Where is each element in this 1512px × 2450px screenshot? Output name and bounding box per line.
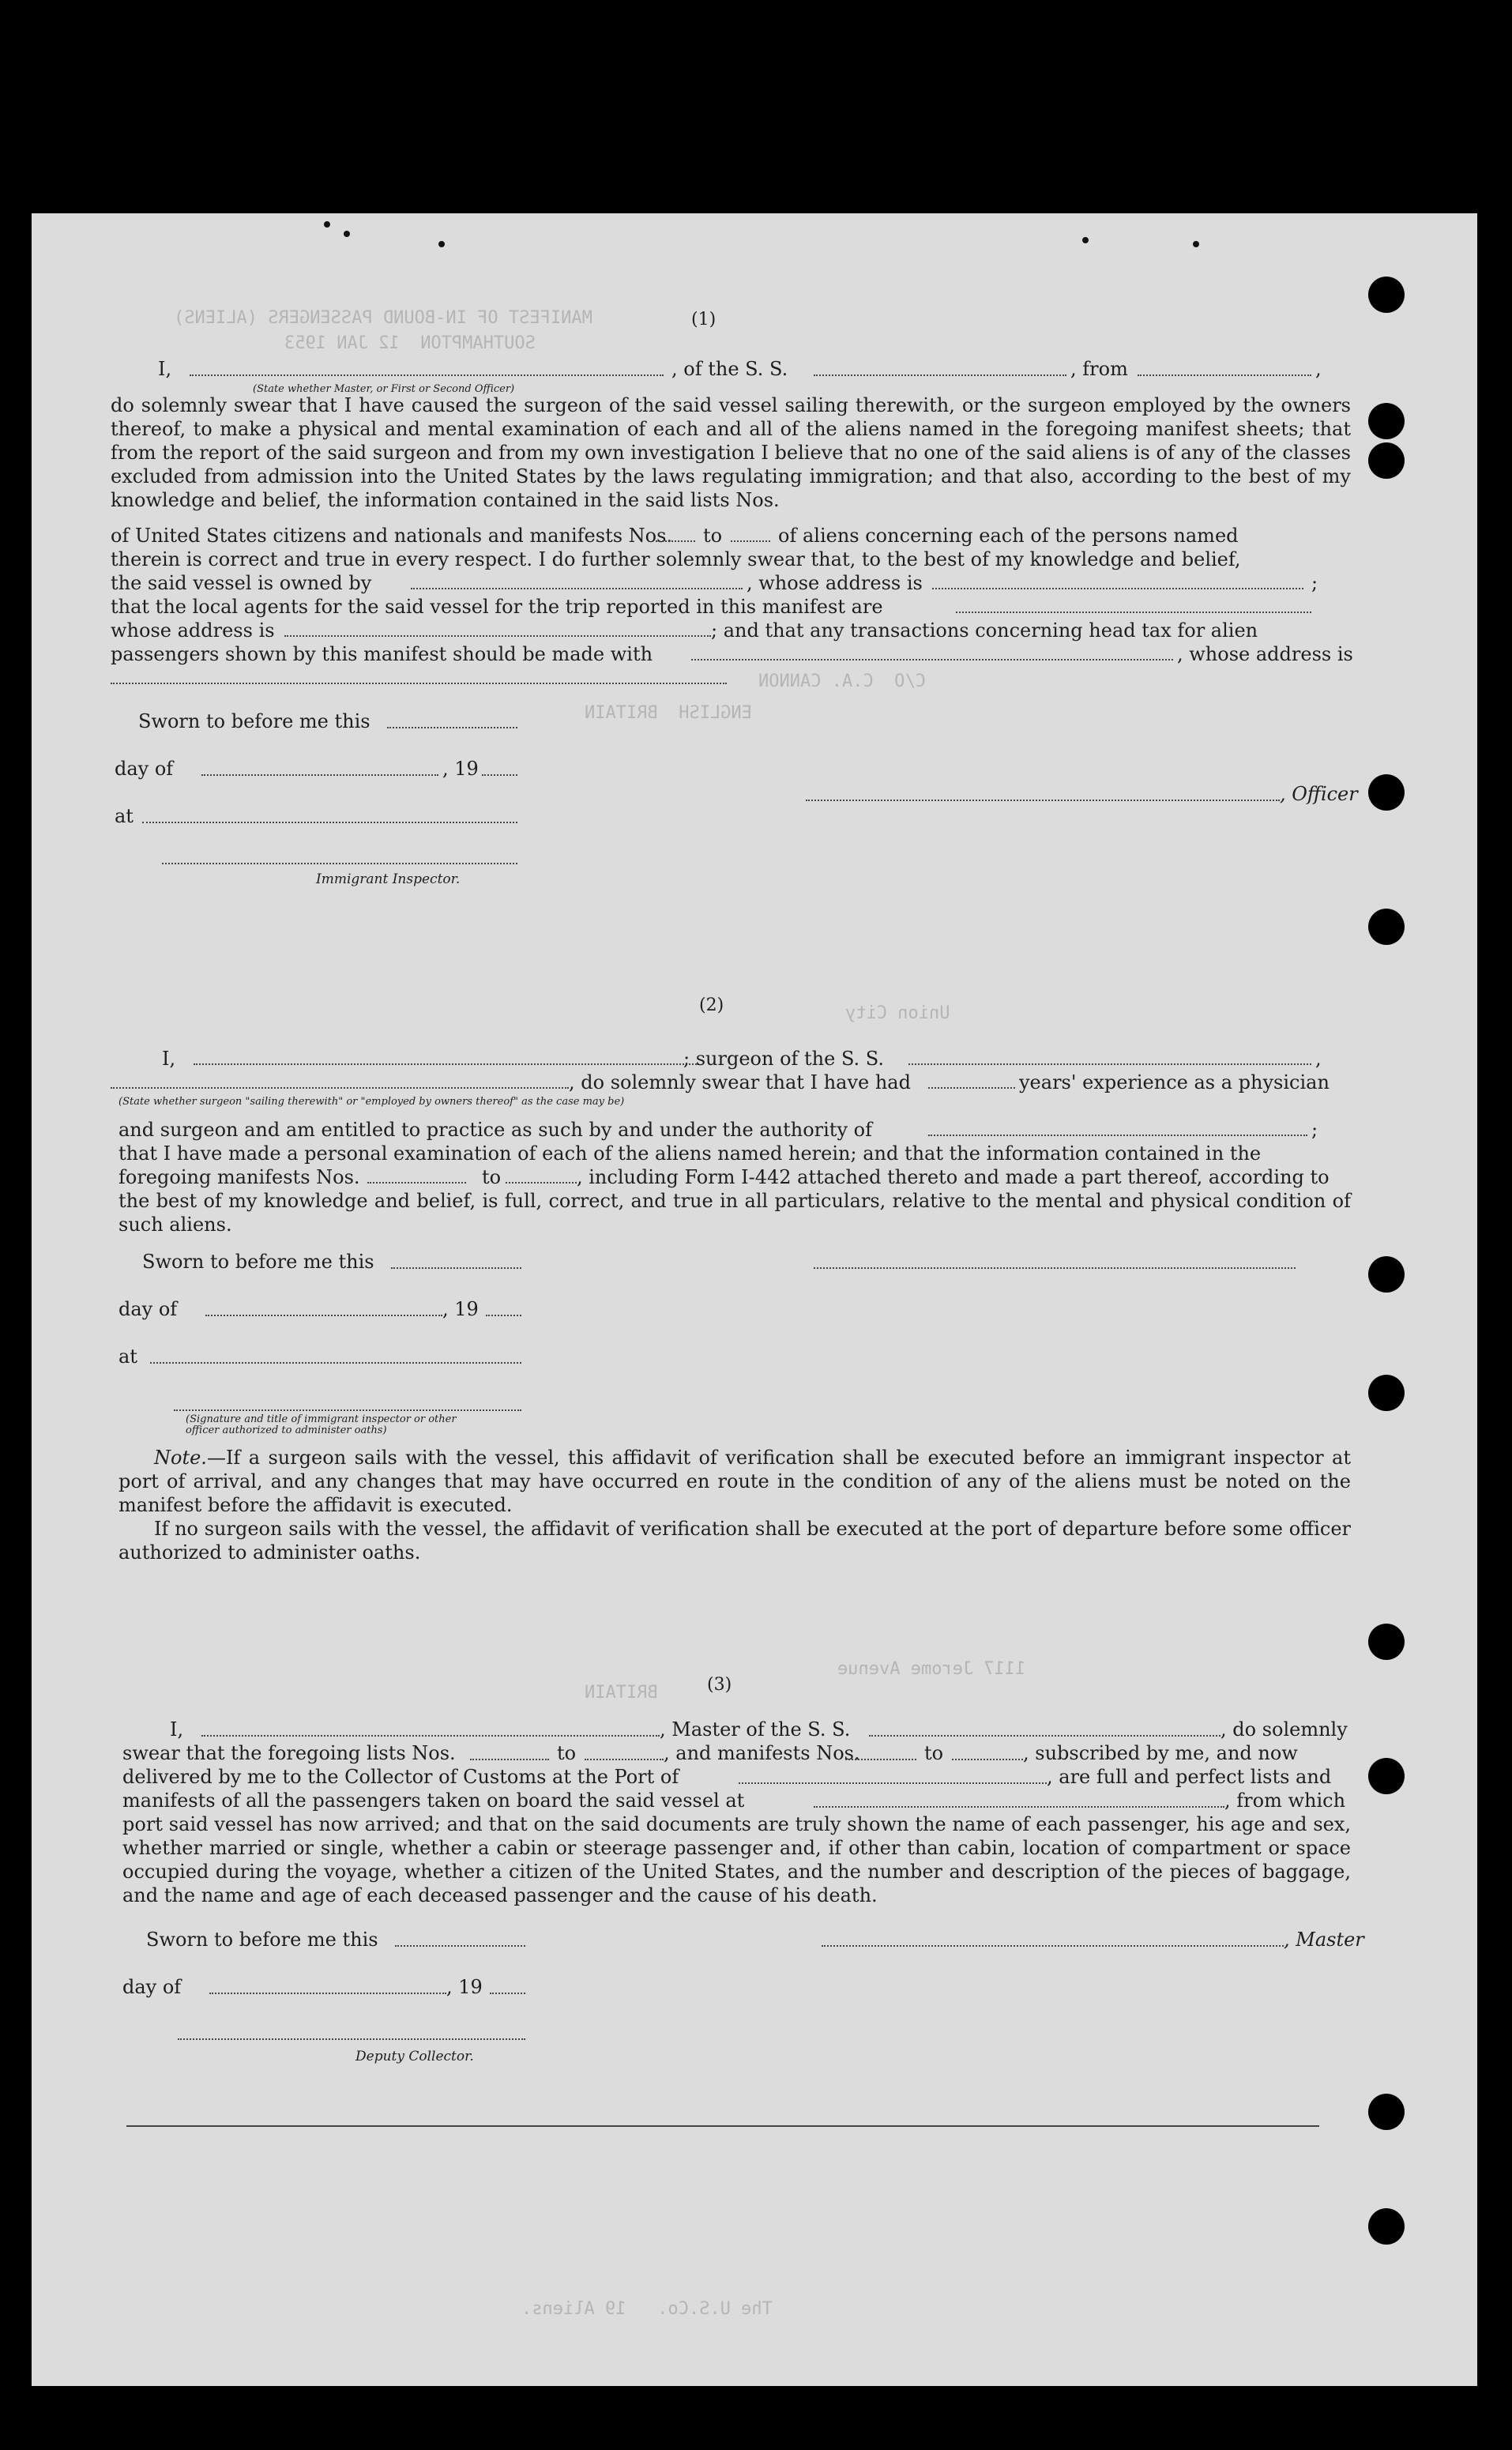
manifests-all-label: manifests of all the passengers taken on board the said vessel at (122, 1790, 745, 1812)
punch-hole (1368, 1375, 1405, 1411)
do-solemnly-label: , do solemnly (1221, 1718, 1348, 1741)
surgeon-note: (State whether surgeon "sailing therewith" or "employed by owners thereof" as the case may be) (118, 1096, 625, 1108)
section-number: (2) (699, 995, 724, 1015)
document-page (32, 213, 1477, 2386)
section-number: (3) (707, 1675, 732, 1695)
punch-hole (1368, 909, 1405, 945)
owned-by-label: the said vessel is owned by (111, 572, 372, 594)
head-tax-address-blank (111, 683, 727, 684)
sworn-label: Sworn to before me this (138, 710, 370, 732)
ink-speck (1193, 241, 1199, 247)
year-blank (486, 1315, 521, 1316)
to-label: to (482, 1166, 502, 1188)
ink-speck (344, 231, 350, 237)
surgeon-type-blank (111, 1087, 569, 1089)
semicolon: ; (1311, 572, 1318, 594)
affidavit-i: I, (170, 1718, 184, 1741)
month-blank (205, 1315, 442, 1316)
delivered-label: delivered by me to the Collector of Customs at the Port of (122, 1766, 679, 1788)
punch-hole (1368, 403, 1405, 439)
bleed-through-header: MANIFEST OF IN-BOUND PASSENGERS (ALIENS) (174, 308, 592, 328)
agents-blank (956, 612, 1311, 613)
therein-line: therein is correct and true in every respect. I do further solemnly swear that, to the best of my knowledge and belief, (111, 548, 1241, 570)
affidavit-i: I, (162, 1048, 176, 1070)
month-blank (201, 774, 438, 776)
bleed-through-text: ENGLISH BRITAIN (585, 703, 752, 723)
vessel-name-blank (814, 374, 1066, 376)
inspector-label: Immigrant Inspector. (316, 871, 461, 887)
head-tax-party-blank (691, 659, 1173, 660)
port-of-embarkation-blank (814, 1806, 1224, 1808)
month-blank (209, 1993, 446, 1994)
master-name-blank (201, 1735, 660, 1737)
vessel-name-blank (869, 1735, 1221, 1737)
year-label: , 19 (446, 1976, 483, 1998)
manifest-from-blank (367, 1182, 466, 1184)
surgeon-of-label: ; surgeon of the S. S. (683, 1048, 885, 1070)
officer-label: , Officer (1280, 783, 1358, 805)
day-of-label: day of (115, 758, 174, 780)
port-blank (739, 1782, 1047, 1784)
to-label: to (703, 525, 723, 547)
section2-body-d: the best of my knowledge and belief, is full, correct, and true in all particulars, relative to the mental and physical condition of such aliens. (118, 1190, 1351, 1236)
sworn-date-blank (387, 727, 517, 728)
whose-address-end: , whose address is (1177, 643, 1353, 665)
authority-blank (928, 1135, 1307, 1136)
do-swear-label: , do solemnly swear that I have had (569, 1071, 911, 1093)
note-label: Note. (154, 1447, 207, 1469)
years-label: years' experience as a physician (1019, 1071, 1330, 1093)
master-signature-blank (822, 1945, 1284, 1947)
swear-lists-label: swear that the foregoing lists Nos. (122, 1742, 456, 1764)
at-label: at (118, 1345, 137, 1368)
from-label: , from (1070, 358, 1128, 380)
surgeon-name-blank (194, 1063, 699, 1065)
surgeon-signature-blank (814, 1267, 1296, 1269)
section2-body-a: and surgeon and am entitled to practice as such by and under the authority of (118, 1119, 872, 1141)
at-label: at (115, 805, 134, 827)
full-perfect-label: , are full and perfect lists and (1047, 1766, 1332, 1788)
semicolon: ; (1311, 1119, 1318, 1141)
manifest-no-blank (656, 540, 695, 542)
day-of-label: day of (118, 1298, 178, 1320)
bottom-rule (126, 2125, 1319, 2127)
whose-address-label: , whose address is (747, 572, 923, 594)
lists-from-blank (470, 1759, 549, 1760)
comma: , (1315, 358, 1322, 380)
bleed-through-footer: The U.S.Co. 19 Aliens. (521, 2299, 773, 2319)
master-note: (State whether Master, or First or Second Officer) (253, 383, 515, 395)
year-label: , 19 (442, 758, 479, 780)
years-blank (928, 1087, 1015, 1089)
year-label: , 19 (442, 1298, 479, 1320)
sworn-label: Sworn to before me this (142, 1251, 374, 1273)
citizens-end: of aliens concerning each of the persons named (778, 525, 1239, 547)
sworn-date-blank (391, 1267, 521, 1269)
officer-signature-blank (806, 800, 1280, 801)
bleed-through-date: SOUTHAMPTON 12 JAN 1953 (284, 333, 536, 353)
head-tax-line: ; and that any transactions concerning head tax for alien (711, 619, 1258, 642)
manifest-to-blank (731, 540, 770, 542)
year-blank (482, 774, 517, 776)
note-text: —If a surgeon sails with the vessel, this affidavit of verification shall be executed before an immigrant inspector at port of arrival, and any changes that may have occurred en route in the condition of any of the aliens must be noted on the manifest before the affidavit is executed. (118, 1447, 1351, 1516)
ink-speck (438, 241, 445, 247)
sworn-label: Sworn to before me this (146, 1929, 378, 1951)
punch-hole (1368, 1624, 1405, 1660)
manifests-from-blank (845, 1759, 916, 1760)
year-blank (490, 1993, 525, 1994)
inspector-signature-blank (162, 863, 517, 864)
section3-body: port said vessel has now arrived; and that on the said documents are truly shown the name of each passenger, his age and sex, whether married or single, whether a cabin or steerage passenger and, if other than cabin, location of compartment or space occupied during the voyage, whether a citizen of the United States, and the number and description of the pieces of baggage, and the name and age of each deceased passenger and the cause of his death. (122, 1813, 1351, 1906)
lists-to-blank (585, 1759, 664, 1760)
to-label: to (924, 1742, 944, 1764)
bleed-through-text: BRITAIN (585, 1683, 658, 1703)
deputy-collector-label: Deputy Collector. (355, 2049, 474, 2064)
owner-blank (411, 588, 743, 589)
section1-body: do solemnly swear that I have caused the surgeon of the said vessel sailing therewith, or the surgeon employed by the owners thereof, to make a physical and mental examination of each and all of the aliens named in the foregoing manifest sheets; that from the report of the said surgeon and from my own investigation I believe that no one of the said aliens is of any of the classes excluded from admission into the United States by the laws regulating immigration; and that also, according to the best of my knowledge and belief, the information contained in the said lists Nos. (111, 394, 1351, 511)
comma: , (1315, 1048, 1322, 1070)
agent-address-label: whose address is (111, 619, 275, 642)
punch-hole (1368, 2208, 1405, 2245)
manifest-to-blank (506, 1182, 577, 1184)
agent-address-blank (284, 635, 711, 637)
section-number: (1) (691, 310, 717, 329)
signature-note: (Signature and title of immigrant inspector or other officer authorized to administer oaths) (186, 1413, 457, 1436)
ink-speck (1082, 237, 1089, 243)
to-label: to (557, 1742, 577, 1764)
section2-body-c: foregoing manifests Nos. (118, 1166, 360, 1188)
section2-body-c-end: , including Form I-442 attached thereto and made a part thereof, according to (577, 1166, 1330, 1188)
ink-speck (324, 221, 330, 228)
bleed-through-text: Union City (845, 1003, 950, 1023)
punch-hole (1368, 2094, 1405, 2130)
master-label: , Master (1284, 1929, 1364, 1951)
punch-hole (1368, 774, 1405, 811)
bleed-through-text: 1117 Jerome Avenue (837, 1659, 1026, 1679)
place-blank (142, 822, 517, 823)
from-port-blank (1138, 374, 1311, 376)
place-blank (150, 1362, 521, 1364)
and-manifests-label: , and manifests Nos. (664, 1742, 860, 1764)
of-ss-label: , of the S. S. (671, 358, 788, 380)
master-name-blank (190, 374, 664, 376)
oath-officer-signature-blank (174, 1409, 521, 1411)
day-of-label: day of (122, 1976, 182, 1998)
section2-body-b: that I have made a personal examination of each of the aliens named herein; and that the information contained in the (118, 1142, 1262, 1165)
from-which-label: , from which (1224, 1790, 1346, 1812)
sworn-date-blank (395, 1945, 525, 1947)
note-paragraph (118, 1446, 1351, 1517)
citizens-line: of United States citizens and nationals and manifests Nos. (111, 525, 673, 547)
manifests-to-blank (952, 1759, 1023, 1760)
bleed-through-text: C/O C.A. CANNON (758, 672, 926, 691)
punch-hole (1368, 1256, 1405, 1293)
affidavit-i: I, (158, 358, 172, 380)
punch-hole (1368, 1758, 1405, 1794)
punch-hole (1368, 442, 1405, 479)
collector-signature-blank (178, 2038, 525, 2040)
passengers-line: passengers shown by this manifest should be made with (111, 643, 653, 665)
owner-address-blank (932, 588, 1303, 589)
local-agents-label: that the local agents for the said vessel for the trip reported in this manifest are (111, 596, 883, 618)
vessel-name-blank (908, 1063, 1311, 1065)
master-of-label: , Master of the S. S. (660, 1718, 851, 1741)
punch-hole (1368, 277, 1405, 313)
subscribed-label: , subscribed by me, and now (1023, 1742, 1298, 1764)
note2-paragraph: If no surgeon sails with the vessel, the affidavit of verification shall be executed at the port of departure before some officer authorized to administer oaths. (118, 1518, 1351, 1564)
